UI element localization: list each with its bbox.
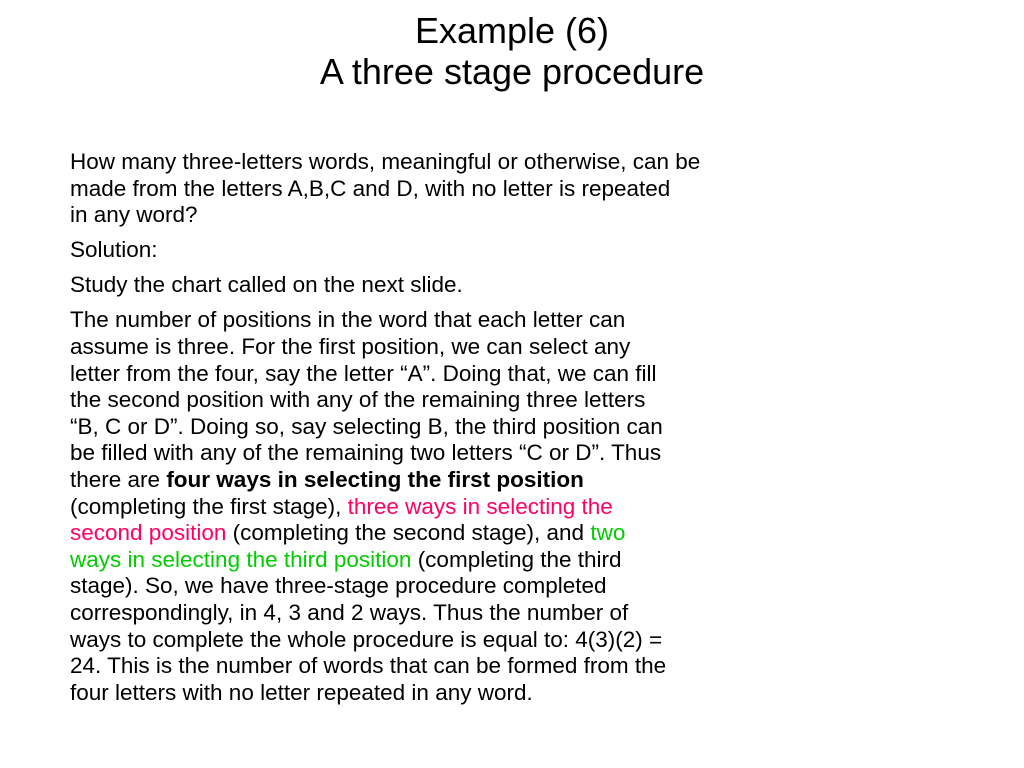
explanation-line <box>70 520 870 547</box>
third-stage-highlight: two <box>590 520 626 546</box>
study-paragraph <box>70 272 870 299</box>
explanation-line: “B, C or D”. Doing so, say selecting B, the third position can <box>70 413 663 439</box>
explanation-text: (completing the third <box>411 546 622 572</box>
slide-title <box>0 10 1024 92</box>
third-stage-highlight: ways in selecting the third position <box>70 546 412 572</box>
explanation-text: (completing the second stage), and <box>226 520 591 546</box>
explanation-paragraph <box>70 307 870 706</box>
title-line-1: Example (6) <box>414 10 610 51</box>
explanation-line: letter from the four, say the letter “A”. Doing that, we can fill <box>70 360 657 386</box>
question-line: How many three-letters words, meaningful or otherwise, can be <box>70 149 701 174</box>
question-line: made from the letters A,B,C and D, with no letter is repeated <box>70 175 671 201</box>
explanation-text: (completing the first stage), <box>70 493 348 519</box>
explanation-line: the second position with any of the remaining three letters <box>70 387 646 413</box>
explanation-line: assume is three. For the first position, we can select any <box>70 334 631 360</box>
explanation-line <box>70 493 870 521</box>
slide-body <box>70 149 870 715</box>
second-stage-highlight: three ways in selecting the <box>347 493 613 519</box>
explanation-line: stage). So, we have three-stage procedure completed <box>70 573 607 599</box>
question-line: in any word? <box>70 202 198 228</box>
explanation-line: correspondingly, in 4, 3 and 2 ways. Thus the number of <box>70 600 629 625</box>
explanation-line: be filled with any of the remaining two letters “C or D”. Thus <box>70 440 662 466</box>
explanation-line <box>70 546 870 574</box>
explanation-text: there are <box>70 467 167 493</box>
explanation-line: The number of positions in the word that each letter can <box>70 307 626 333</box>
title-line-2: A three stage procedure <box>319 51 705 92</box>
first-stage-highlight: four ways in selecting the first position <box>166 467 584 493</box>
solution-label-text: Solution: <box>70 237 158 263</box>
second-stage-highlight: second position <box>70 520 227 546</box>
explanation-line: ways to complete the whole procedure is equal to: 4(3)(2) = <box>70 626 663 652</box>
explanation-line <box>70 467 870 494</box>
solution-label <box>70 237 870 264</box>
explanation-line: 24. This is the number of words that can be formed from the <box>70 653 667 679</box>
explanation-line: four letters with no letter repeated in any word. <box>70 679 533 705</box>
question-paragraph <box>70 149 870 229</box>
study-line: Study the chart called on the next slide. <box>70 272 463 298</box>
